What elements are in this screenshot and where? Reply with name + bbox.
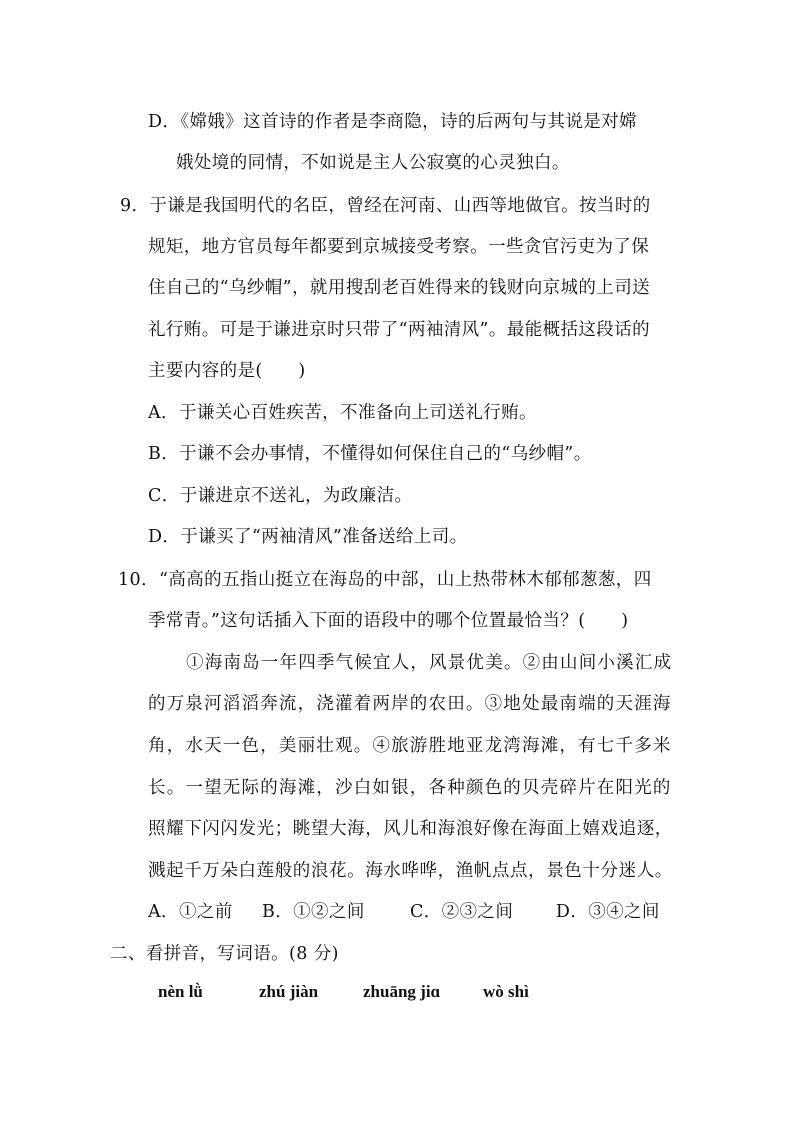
q9-option-b: B．于谦不会办事情，不懂得如何保住自己的“乌纱帽”。	[148, 444, 592, 464]
q10-passage-line: 溅起千万朵白莲般的浪花。海水哗哗，渔帆点点，景色十分迷人。	[148, 861, 673, 881]
q10-passage-line: 长。一望无际的海滩，沙白如银，各种颜色的贝壳碎片在阳光的	[148, 778, 672, 798]
q10-option-b: B．①②之间	[261, 902, 365, 922]
q10-passage-line: 角，水天一色，美丽壮观。④旅游胜地亚龙湾海滩，有七千多米	[148, 736, 672, 756]
q9-stem-line: 礼行贿。可是于谦进京时只带了“两袖清风”。最能概括这段话的	[148, 320, 650, 340]
q10-passage-line: ①海南岛一年四季气候宜人，风景优美。②由山间小溪汇成	[186, 653, 673, 673]
q10-option-a: A．①之前	[148, 902, 233, 922]
q10-option-c: C．②③之间	[409, 902, 514, 922]
pinyin-item: wò shì	[483, 982, 529, 1001]
q10-passage-line: 照耀下闪闪发光；眺望大海，风儿和海浪好像在海面上嬉戏追逐，	[148, 819, 673, 839]
section2-title: 二、看拼音，写词语。(8 分)	[110, 944, 339, 964]
q8-option-d-line2: 娥处境的同情，不如说是主人公寂寞的心灵独白。	[176, 153, 570, 173]
q10-stem-line: 10．“高高的五指山挺立在海岛的中部，山上热带林木郁郁葱葱，四	[118, 570, 652, 590]
q9-option-a: A．于谦关心百姓疾苦，不准备向上司送礼行贿。	[148, 403, 537, 423]
pinyin-item: zhuāng jiɑ	[363, 982, 441, 1001]
q9-stem-line: 9．于谦是我国明代的名臣，曾经在河南、山西等地做官。按当时的	[120, 196, 651, 216]
q9-option-c: C．于谦进京不送礼，为政廉洁。	[148, 486, 413, 506]
q9-option-d: D．于谦买了“两袖清风”准备送给上司。	[148, 527, 468, 547]
q9-stem-line: 规矩，地方官员每年都要到京城接受考察。一些贪官污吏为了保	[148, 237, 650, 257]
q10-passage-line: 的万泉河滔滔奔流，浇灌着两岸的农田。③地处最南端的天涯海	[148, 694, 672, 714]
q10-option-d: D．③④之间	[555, 902, 660, 922]
pinyin-item: nèn lǜ	[158, 982, 203, 1001]
q8-option-d-line1: D．《嫦娥》这首诗的作者是李商隐，诗的后两句与其说是对嫦	[148, 112, 637, 132]
q9-stem-line: 主要内容的是( )	[148, 361, 306, 381]
q10-stem-line: 季常青。”这句话插入下面的语段中的哪个位置最恰当？( )	[148, 611, 629, 631]
pinyin-item: zhú jiàn	[259, 982, 319, 1001]
q10-options	[148, 898, 660, 923]
q9-stem-line: 住自己的“乌纱帽”，就用搜刮老百姓得来的钱财向京城的上司送	[148, 278, 650, 298]
